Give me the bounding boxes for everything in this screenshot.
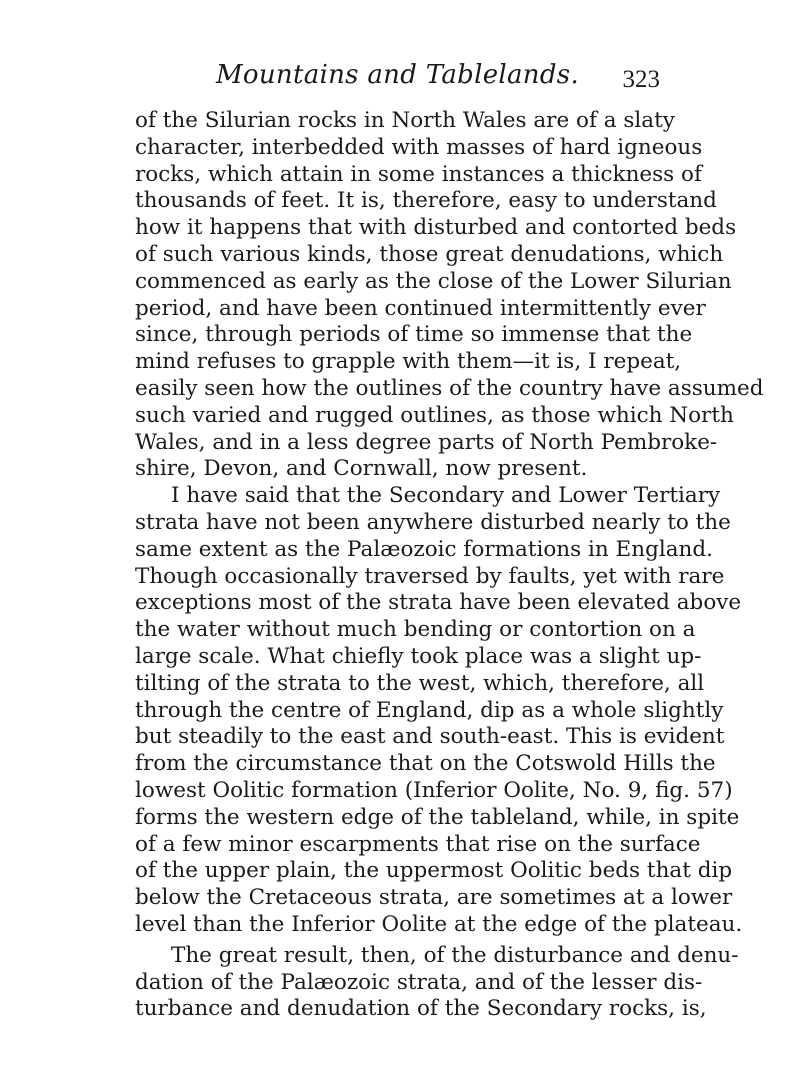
- text-line: of such various kinds, those great denudations, which: [135, 241, 724, 267]
- text-line: tilting of the strata to the west, which, therefore, all: [135, 670, 705, 696]
- text-line: large scale. What chiefly took place was a slight up-: [135, 643, 702, 669]
- text-line: of the Silurian rocks in North Wales are of a slaty: [135, 108, 675, 133]
- text-line: level than the Inferior Oolite at the edge of the plateau.: [135, 911, 743, 937]
- text-line: of the upper plain, the uppermost Oolitic beds that dip: [135, 858, 733, 884]
- text-line: how it happens that with disturbed and contorted beds: [135, 215, 737, 241]
- text-line: but steadily to the east and south-east. This is evident: [135, 724, 725, 750]
- running-head: [135, 60, 660, 100]
- running-title: Mountains and Tablelands.: [215, 60, 580, 90]
- paragraph: [135, 108, 764, 483]
- text-line: exceptions most of the strata have been elevated above: [135, 590, 742, 616]
- text-line: through the centre of England, dip as a whole slightly: [135, 697, 724, 723]
- text-line: thousands of feet. It is, therefore, easy to understand: [135, 188, 717, 214]
- text-line: The great result, then, of the disturbance and denu-: [171, 942, 739, 968]
- text-line: easily seen how the outlines of the country have assumed: [135, 375, 764, 401]
- text-line: mind refuses to grapple with them—it is, I repeat,: [135, 349, 682, 375]
- text-line: same extent as the Palæozoic formations in England.: [135, 536, 713, 562]
- text-line: such varied and rugged outlines, as those which North: [135, 402, 734, 428]
- text-line: of a few minor escarpments that rise on the surface: [135, 831, 701, 857]
- text-line: rocks, which attain in some instances a thickness of: [135, 161, 702, 187]
- text-line: lowest Oolitic formation (Inferior Oolite, No. 9, fig. 57): [135, 777, 733, 803]
- text-line: shire, Devon, and Cornwall, now present.: [135, 456, 588, 482]
- text-line: turbance and denudation of the Secondary rocks, is,: [135, 996, 707, 1022]
- text-line: Wales, and in a less degree parts of North Pembroke-: [135, 429, 718, 455]
- text-line: period, and have been continued intermittently ever: [135, 295, 706, 321]
- text-line: the water without much bending or contortion on a: [135, 617, 696, 643]
- text-line: forms the western edge of the tableland, while, in spite: [135, 804, 740, 830]
- text-line: Though occasionally traversed by faults, yet with rare: [135, 563, 725, 589]
- text-line: dation of the Palæozoic strata, and of the lesser dis-: [135, 969, 703, 995]
- text-line: strata have not been anywhere disturbed nearly to the: [135, 509, 731, 535]
- paragraph: [135, 483, 743, 939]
- text-line: since, through periods of time so immense that the: [135, 322, 693, 348]
- body-text: [135, 108, 764, 1023]
- page-number: 323: [622, 66, 660, 93]
- text-line: from the circumstance that on the Cotswold Hills the: [135, 751, 716, 777]
- text-line: character, interbedded with masses of hard igneous: [135, 134, 703, 160]
- text-line: commenced as early as the close of the Lower Silurian: [135, 268, 732, 294]
- text-line: below the Cretaceous strata, are sometimes at a lower: [135, 885, 733, 911]
- text-line: I have said that the Secondary and Lower Tertiary: [171, 483, 721, 509]
- paragraph: [135, 942, 739, 1023]
